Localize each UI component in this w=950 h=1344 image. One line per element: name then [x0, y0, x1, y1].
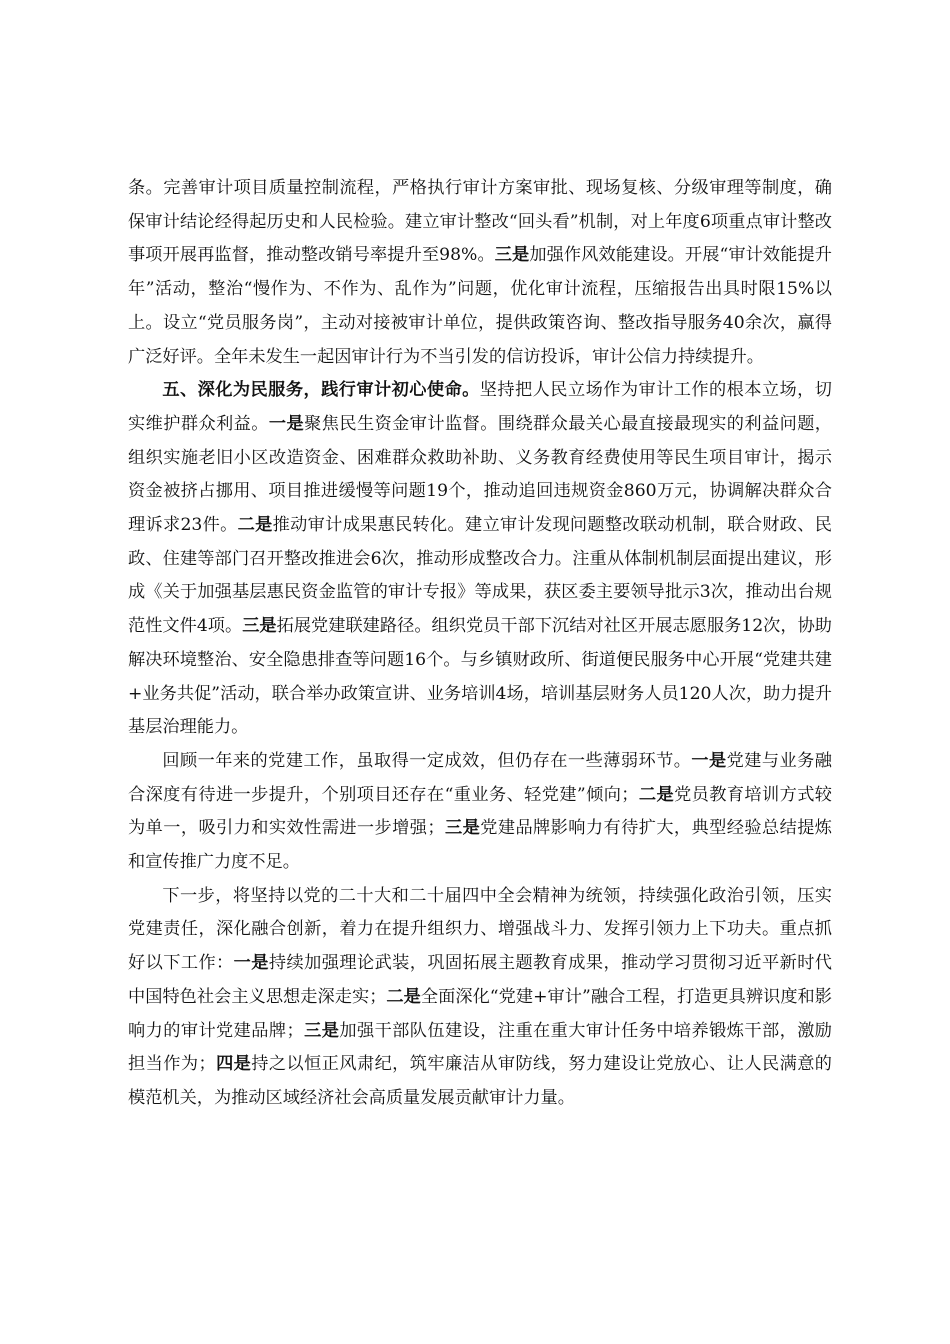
- text-run: 党建品牌影响力有待扩大，典型经验总结提炼和宣传推广力度不足。: [128, 818, 832, 873]
- bold-text-run: 四是: [215, 1054, 252, 1075]
- text-run: 坚持把人民立场作为审计工作的根本立场，切实维护群众利益。: [128, 380, 832, 434]
- bold-text-run: 三是: [303, 1020, 340, 1041]
- text-run: 加强干部队伍建设，注重在重大审计任务中培养锻炼干部，激励担当作为；: [128, 1020, 832, 1075]
- text-run: 党建与业务融合深度有待进一步提升，个别项目还存在“重业务、轻党建”倾向；: [128, 750, 832, 805]
- bold-text-run: 三是: [242, 616, 277, 637]
- text-run: 回顾一年来的党建工作，虽取得一定成效，但仍存在一些薄弱环节。: [162, 750, 692, 771]
- bold-text-run: 二是: [638, 784, 675, 805]
- bold-text-run: 一是: [691, 750, 727, 771]
- paragraph-1: [128, 172, 832, 374]
- paragraph-section-5: [128, 374, 832, 745]
- section-heading: 五、深化为民服务，践行审计初心使命。: [162, 380, 480, 401]
- text-run: 党员教育培训方式较为单一，吸引力和实效性需进一步增强；: [128, 784, 832, 839]
- text-run: 拓展党建联建路径。组织党员干部下沉结对社区开展志愿服务12次，协助解决环境整治、安全隐患排查等问题16个。与乡镇财政所、街道便民服务中心开展“党建共建+业务共促”活动，联合举办政策宣讲、业务培训4场，培训基层财务人员120人次，助力提升基层治理能力。: [128, 616, 832, 738]
- text-run: 全面深化“党建+审计”融合工程，打造更具辨识度和影响力的审计党建品牌；: [128, 986, 832, 1041]
- paragraph-next-steps: [128, 880, 832, 1116]
- text-run: 持之以恒正风肃纪，筑牢廉洁从审防线，努力建设让党放心、让人民满意的模范机关，为推动区域经济社会高质量发展贡献审计力量。: [128, 1054, 832, 1108]
- paragraph-review: [128, 745, 832, 880]
- text-run: 下一步，将坚持以党的二十大和二十届四中全会精神为统领，持续强化政治引领，压实党建责任，深化融合创新，着力在提升组织力、增强战斗力、发挥引领力上下功夫。重点抓好以下工作：: [128, 885, 832, 974]
- bold-text-run: 三是: [444, 818, 481, 839]
- bold-text-run: 一是: [233, 953, 269, 974]
- text-run: 条。完善审计项目质量控制流程，严格执行审计方案审批、现场复核、分级审理等制度，确保审计结论经得起历史和人民检验。建立审计整改“回头看”机制，对上年度6项重点审计整改事项开展再监督，推动整改销号率提升至98%。: [128, 178, 832, 266]
- text-run: 持续加强理论武装，巩固拓展主题教育成果，推动学习贯彻习近平新时代中国特色社会主义思想走深走实；: [128, 953, 832, 1007]
- text-run: 聚焦民生资金审计监督。围绕群众最关心最直接最现实的利益问题，组织实施老旧小区改造资金、困难群众救助补助、义务教育经费使用等民生项目审计，揭示资金被挤占挪用、项目推进缓慢等问题19个，推动追回违规资金860万元，协调解决群众合理诉求23件。: [128, 413, 832, 536]
- bold-text-run: 二是: [237, 515, 273, 536]
- text-run: 推动审计成果惠民转化。建立审计发现问题整改联动机制，联合财政、民政、住建等部门召开整改推进会6次，推动形成整改合力。注重从体制机制层面提出建议，形成《关于加强基层惠民资金监管的审计专报》等成果，获区委主要领导批示3次，推动出台规范性文件4项。: [128, 515, 832, 637]
- bold-text-run: 二是: [386, 986, 421, 1007]
- bold-text-run: 一是: [268, 413, 305, 434]
- document-body: [128, 172, 832, 1116]
- bold-text-run: 三是: [494, 245, 530, 266]
- text-run: 加强作风效能建设。开展“审计效能提升年”活动，整治“慢作为、不作为、乱作为”问题，优化审计流程，压缩报告出具时限15%以上。设立“党员服务岗”，主动对接被审计单位，提供政策咨询、整改指导服务40余次，赢得广泛好评。全年未发生一起因审计行为不当引发的信访投诉，审计公信力持续提升。: [128, 245, 832, 367]
